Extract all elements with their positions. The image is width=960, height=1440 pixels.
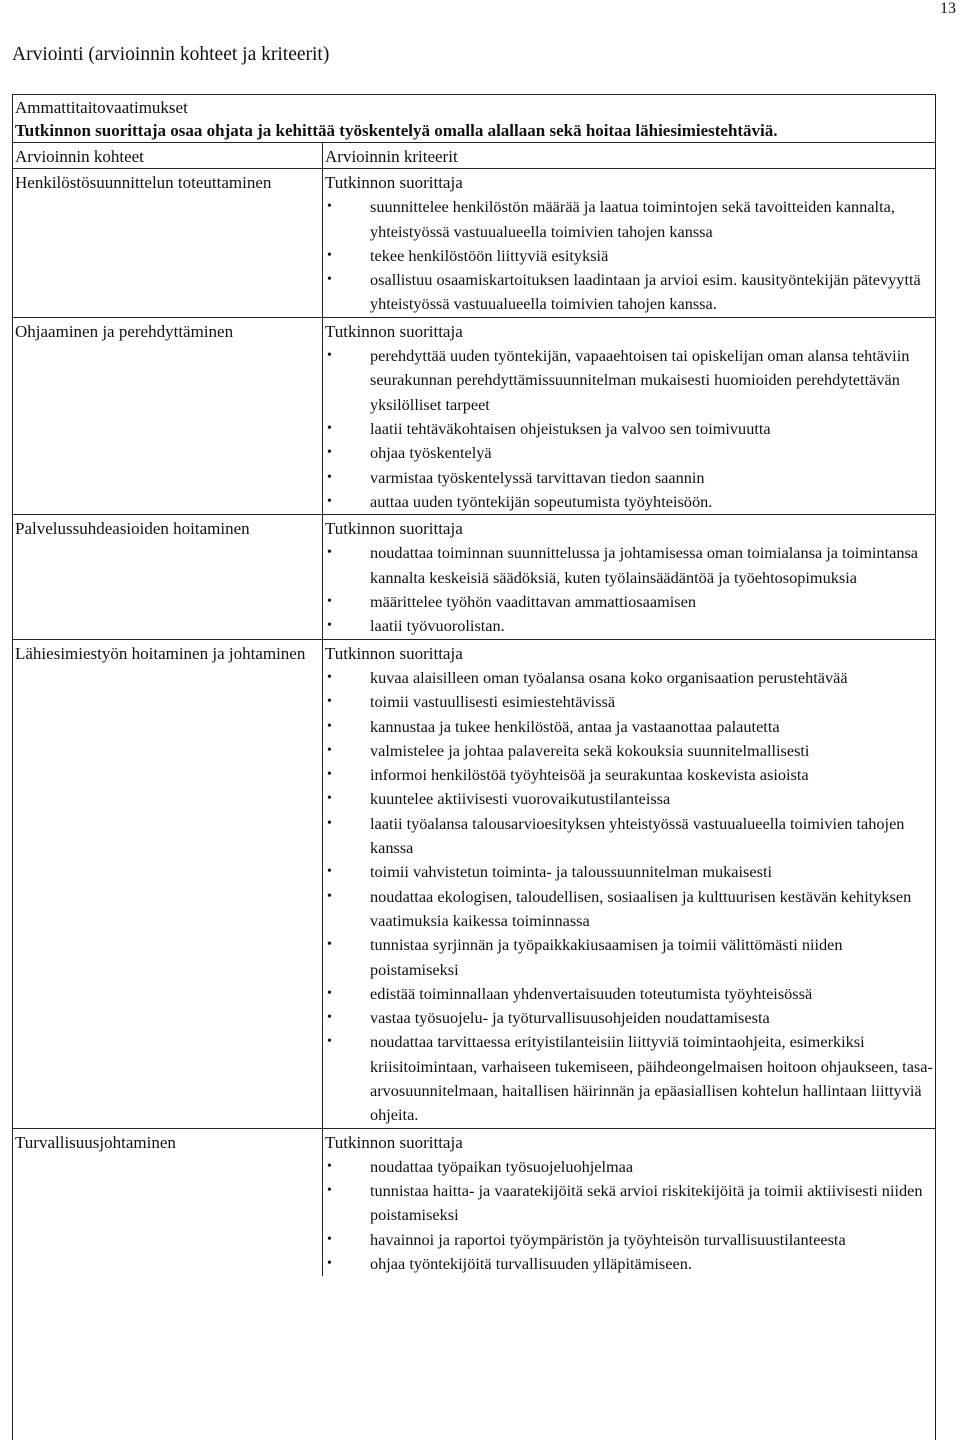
- assessment-table: [12, 94, 936, 1440]
- bullet-icon: •: [327, 1158, 332, 1174]
- bullet-icon: •: [327, 348, 332, 364]
- list-item: [325, 195, 935, 244]
- bullet-icon: •: [327, 694, 332, 710]
- list-item: [325, 590, 935, 614]
- criterion-text: tunnistaa syrjinnän ja työpaikkakiusaamisen ja toimii välittömästi niiden poistamiseksi: [370, 935, 843, 979]
- bullet-icon: •: [327, 199, 332, 215]
- criterion-text: ohjaa työskentelyä: [370, 443, 492, 463]
- criterion-text: toimii vastuullisesti esimiestehtävissä: [370, 692, 616, 712]
- list-item: [325, 739, 935, 763]
- criterion-text: laatii työvuorolistan.: [370, 616, 505, 636]
- criterion-text: tunnistaa haitta- ja vaaratekijöitä sekä arvioi riskitekijöitä ja toimii aktiivisesti niiden poistamiseksi: [370, 1181, 923, 1225]
- requirements-box: [13, 95, 935, 143]
- actor-label: Tutkinnon suorittaja: [325, 321, 463, 341]
- criterion-text: noudattaa tarvittaessa erityistilanteisiin liittyviä toimintaohjeita, esimerkiksi kriisitoimintaan, varhaiseen tukemiseen, päihdeongelmaisen hoitoon ohjaukseen, tasa-arvosuunnitelmaan, haitallisen häirinnän ja epäasiallisen kohtelun hallintaan liittyviä ohjeita.: [370, 1032, 933, 1125]
- list-item: [325, 1252, 935, 1276]
- actor-label: Tutkinnon suorittaja: [325, 643, 463, 663]
- bullet-icon: •: [327, 864, 332, 880]
- list-item: [325, 490, 935, 514]
- list-item: [325, 812, 935, 861]
- criteria-list: [325, 344, 935, 514]
- criterion-text: osallistuu osaamiskartoituksen laadintaan ja arvioi esim. kausityöntekijän pätevyyttä yhteistyössä vastuualueella toimivien tahojen kanssa.: [370, 270, 921, 314]
- bullet-icon: •: [327, 888, 332, 904]
- list-item: [325, 1030, 935, 1127]
- criteria-list: [325, 541, 935, 638]
- criterion-text: edistää toiminnallaan yhdenvertaisuuden toteutumista työyhteisössä: [370, 983, 813, 1003]
- list-item: [325, 787, 935, 811]
- criterion-text: ohjaa työntekijöitä turvallisuuden ylläpitämiseen.: [370, 1254, 692, 1274]
- actor-label: Tutkinnon suorittaja: [325, 173, 463, 192]
- table-row: [13, 1128, 935, 1277]
- bullet-icon: •: [327, 1183, 332, 1199]
- criteria-list: [325, 1155, 935, 1276]
- list-item: [325, 441, 935, 465]
- criteria-header: Arvioinnin kriteerit: [322, 143, 935, 168]
- list-item: [325, 466, 935, 490]
- bullet-icon: •: [327, 985, 332, 1001]
- bullet-icon: •: [327, 1231, 332, 1247]
- targets-header: Arvioinnin kohteet: [15, 147, 144, 166]
- criterion-text: noudattaa toiminnan suunnittelussa ja johtamisessa oman toimialansa ja toimintansa kannalta keskeisiä säädöksiä, kuten työlainsäädäntöä ja työehtosopimuksia: [370, 543, 919, 587]
- criterion-text: laatii työalansa talousarvioesityksen yhteistyössä vastuualueella toimivien tahojen kanssa: [370, 813, 905, 858]
- bullet-icon: •: [327, 594, 332, 610]
- table-row: [13, 168, 935, 317]
- assessment-target: Palvelussuhdeasioiden hoitaminen: [15, 519, 250, 539]
- list-item: [325, 715, 935, 739]
- bullet-icon: •: [327, 1034, 332, 1050]
- assessment-criteria: [322, 1129, 935, 1277]
- table-row: [13, 514, 935, 638]
- bullet-icon: •: [327, 742, 332, 758]
- actor-label: Tutkinnon suorittaja: [325, 519, 463, 539]
- assessment-target: Turvallisuusjohtaminen: [15, 1132, 176, 1152]
- table-body: [13, 168, 935, 1276]
- bullet-icon: •: [327, 1256, 332, 1272]
- requirements-text: Tutkinnon suorittaja osaa ohjata ja kehittää työskentelyä omalla alallaan sekä hoitaa lähiesimiestehtäviä.: [15, 121, 778, 140]
- list-item: [325, 417, 935, 441]
- list-item: [325, 614, 935, 638]
- list-item: [325, 860, 935, 884]
- bullet-icon: •: [327, 718, 332, 734]
- criterion-text: informoi henkilöstöä työyhteisöä ja seurakuntaa koskevista asioista: [370, 765, 809, 785]
- list-item: [325, 1155, 935, 1179]
- assessment-criteria: [322, 515, 935, 638]
- list-item: [325, 885, 935, 934]
- bullet-icon: •: [327, 545, 332, 561]
- bullet-icon: •: [327, 247, 332, 263]
- bullet-icon: •: [327, 1010, 332, 1026]
- criterion-text: havainnoi ja raportoi työympäristön ja työyhteisön turvallisuustilanteesta: [370, 1229, 846, 1249]
- list-item: [325, 690, 935, 714]
- requirements-label: Ammattitaitovaatimukset: [15, 98, 188, 117]
- criterion-text: kuvaa alaisilleen oman työalansa osana koko organisaation perustehtävää: [370, 667, 848, 687]
- list-item: [325, 541, 935, 590]
- criteria-list: [325, 666, 935, 1128]
- section-title: Arviointi (arvioinnin kohteet ja kriteerit): [12, 44, 330, 65]
- criterion-text: kannustaa ja tukee henkilöstöä, antaa ja vastaanottaa palautetta: [370, 716, 780, 736]
- bullet-icon: •: [327, 445, 332, 461]
- bullet-icon: •: [327, 420, 332, 436]
- assessment-criteria: [322, 169, 935, 317]
- list-item: [325, 1228, 935, 1252]
- list-item: [325, 1006, 935, 1030]
- list-item: [325, 933, 935, 982]
- list-item: [325, 982, 935, 1006]
- bullet-icon: •: [327, 618, 332, 634]
- criterion-text: tekee henkilöstöön liittyviä esityksiä: [370, 245, 609, 265]
- list-item: [325, 244, 935, 268]
- bullet-icon: •: [327, 815, 332, 831]
- criterion-text: noudattaa ekologisen, taloudellisen, sosiaalisen ja kulttuurisen kestävän kehityksen vaatimuksia kaikessa toiminnassa: [370, 886, 912, 930]
- actor-label: Tutkinnon suorittaja: [325, 1132, 463, 1152]
- list-item: [325, 666, 935, 690]
- criterion-text: noudattaa työpaikan työsuojeluohjelmaa: [370, 1156, 634, 1176]
- list-item: [325, 344, 935, 417]
- criterion-text: toimii vahvistetun toiminta- ja taloussuunnitelman mukaisesti: [370, 862, 773, 882]
- bullet-icon: •: [327, 669, 332, 685]
- criteria-list: [325, 195, 935, 316]
- bullet-icon: •: [327, 937, 332, 953]
- list-item: [325, 763, 935, 787]
- bullet-icon: •: [327, 767, 332, 783]
- criterion-text: laatii tehtäväkohtaisen ohjeistuksen ja valvoo sen toimivuutta: [370, 418, 771, 438]
- bullet-icon: •: [327, 493, 332, 509]
- table-row: [13, 317, 935, 514]
- list-item: [325, 1179, 935, 1228]
- criterion-text: vastaa työsuojelu- ja työturvallisuusohjeiden noudattamisesta: [370, 1008, 770, 1028]
- bullet-icon: •: [327, 791, 332, 807]
- bullet-icon: •: [327, 469, 332, 485]
- criterion-text: auttaa uuden työntekijän sopeutumista työyhteisöön.: [370, 491, 713, 511]
- assessment-target: Lähiesimiestyön hoitaminen ja johtaminen: [15, 643, 306, 663]
- criterion-text: kuuntelee aktiivisesti vuorovaikutustilanteissa: [370, 789, 671, 809]
- table-row: [13, 639, 935, 1128]
- header-row: [13, 143, 935, 168]
- criterion-text: määrittelee työhön vaadittavan ammattiosaamisen: [370, 592, 696, 612]
- criterion-text: varmistaa työskentelyssä tarvittavan tiedon saannin: [370, 467, 705, 487]
- list-item: [325, 268, 935, 317]
- assessment-target: Ohjaaminen ja perehdyttäminen: [15, 321, 234, 341]
- assessment-target: Henkilöstösuunnittelun toteuttaminen: [15, 173, 272, 192]
- page-number: 13: [940, 0, 956, 17]
- assessment-criteria: [322, 640, 935, 1128]
- criterion-text: suunnittelee henkilöstön määrää ja laatua toimintojen sekä tavoitteiden kannalta, yhteistyössä vastuualueella toimivien tahojen kanssa: [370, 197, 895, 241]
- bullet-icon: •: [327, 272, 332, 288]
- criterion-text: perehdyttää uuden työntekijän, vapaaehtoisen tai opiskelijan oman alansa tehtäviin seurakunnan perehdyttämissuunnitelman mukaisesti huomioiden perehdytettävän yksilölliset tarpeet: [370, 346, 910, 414]
- assessment-criteria: [322, 318, 935, 514]
- criterion-text: valmistelee ja johtaa palavereita sekä kokouksia suunnitelmallisesti: [370, 740, 810, 760]
